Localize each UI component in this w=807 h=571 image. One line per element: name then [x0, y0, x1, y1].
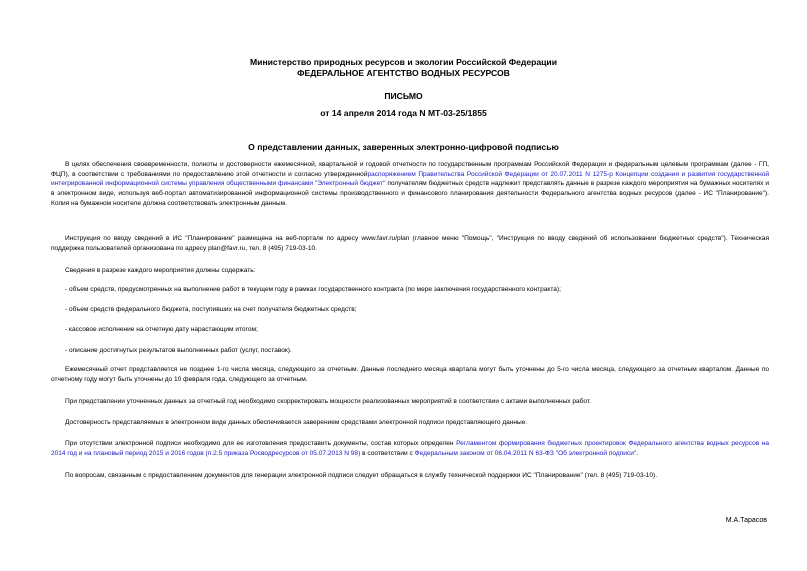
agency-title: ФЕДЕРАЛЬНОЕ АГЕНТСТВО ВОДНЫХ РЕСУРСОВ: [297, 68, 510, 78]
paragraph-7-text-a: При отсутствии электронной подписи необходимо для ее изготовления предоставить документы, состав которых определен: [65, 440, 457, 447]
paragraph-1-text-b: получателям бюджетных средств надлежит представлять данные в разрезе каждого мероприятия на бумажных носителях и в электронном виде, используя веб-портал автоматизированной информационной системы производственного и финансового планирования деятельности Федерального агентства водных ресурсов (далее - ИС "Планирование"). Копия на бумажном носителе должна соответствовать электронным данным.: [51, 180, 770, 207]
list-item: - объем средств, предусмотренных на выполнение работ в текущем году в рамках государственного контракта (по мере заключения государственного контракта);: [65, 286, 561, 293]
document-type: ПИСЬМО: [384, 91, 423, 101]
link-regulation[interactable]: Регламентом формирования бюджетных проектировок Федерального агентства водных ресурсов на 2014 год и на плановый период 2015 и 2016 годов (п.2.5 приказа Росводресурсов от 05.07.2013 N 98): [51, 440, 769, 457]
link-federal-law-63[interactable]: Федеральным законом от 06.04.2011 N 63-ФЗ "Об электронной подписи": [414, 449, 637, 457]
document-subject: О представлении данных, заверенных электронно-цифровой подписью: [248, 142, 559, 152]
paragraph-3: Сведения в разрезе каждого мероприятия должны содержать:: [65, 267, 256, 274]
list-item: - объем средств федерального бюджета, поступивших на счет получателя бюджетных средств;: [65, 306, 357, 313]
list-item: - описание достигнутых результатов выполненных работ (услуг, поставок).: [65, 347, 292, 354]
signature: М.А.Тарасов: [725, 517, 767, 524]
paragraph-7-text-b: в соответствии с: [360, 449, 415, 457]
list-item: - кассовое исполнение на отчетную дату нарастающим итогом;: [65, 326, 258, 333]
ministry-title: Министерство природных ресурсов и экологии Российской Федерации: [250, 57, 557, 67]
link-concept-1275r[interactable]: распоряжением Правительства Российской Федерации от 20.07.2011 N 1275-р Концепции создания и развития государственной интегрированной информационной системы управления общественными финансами "Электронный бюджет": [51, 170, 770, 188]
paragraph-4: Ежемесячный отчет представляется не позднее 1-го числа месяца, следующего за отчетным. Данные последнего месяца квартала могут быть уточнены до 5-го числа месяца, следующего за отчетным кварталом. Данные по отчетному году могут быть уточнены до 10 февраля года, следующего за отчетным.: [51, 366, 769, 383]
document-date-number: от 14 апреля 2014 года N МТ-03-25/1855: [320, 108, 487, 118]
paragraph-7-text-c: .: [636, 449, 639, 457]
paragraph-6: Достоверность представляемых в электронном виде данных обеспечивается заверением средствами электронной подписи представляющего данные.: [65, 419, 528, 426]
paragraph-2: Инструкция по вводу сведений в ИС "Планирование" размещена на веб-портале по адресу www.favr.ru/plan (главное меню "Помощь", "Инструкция по вводу сведений об использовании бюджетных средств"). Техническая поддержка пользователей организована по адресу plan@favr.ru, тел. 8 (495) 719-03-10.: [51, 235, 769, 252]
paragraph-1-text-a: В целях обеспечения своевременности, полноты и достоверности ежемесячной, квартальной и годовой отчетности по государственным программам Российской Федерации и федеральным целевым программам (далее - ГП, ФЦП), в соответствии с требованиями по предоставлению этой отчетности и согласно утвержденной: [51, 161, 769, 178]
paragraph-8: По вопросам, связанным с предоставлением документов для генерации электронной подписи следует обращаться в службу технической поддержки ИС "Планирование" (тел. 8 (495) 719-03-10).: [65, 472, 658, 479]
paragraph-1: [51, 160, 769, 209]
paragraph-5: При представлении уточненных данных за отчетный год необходимо скорректировать мощности реализованных мероприятий в соответствии с актами выполненных работ.: [65, 398, 592, 405]
paragraph-7: [51, 439, 769, 458]
